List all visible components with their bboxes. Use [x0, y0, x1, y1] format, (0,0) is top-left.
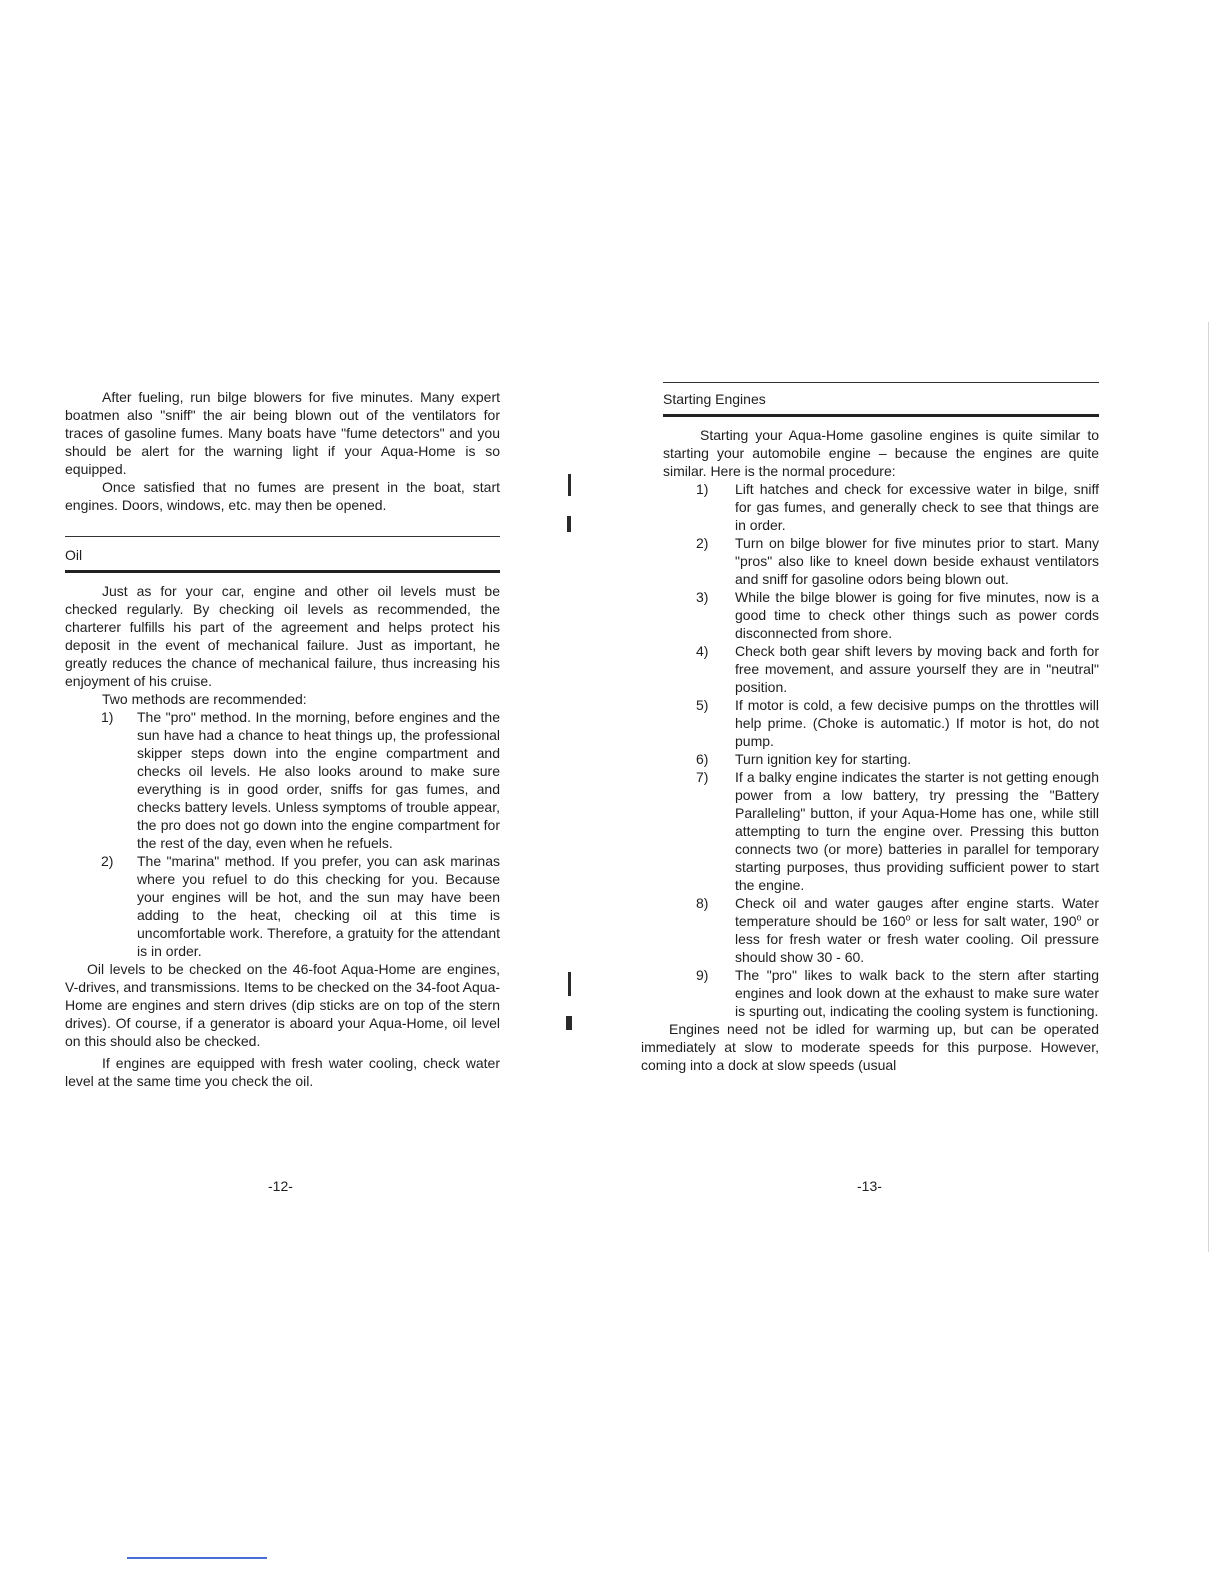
item-number: 2)	[696, 535, 709, 551]
item-number: 7)	[696, 769, 709, 785]
page-number-left: -12-	[268, 1178, 293, 1194]
item-number: 8)	[696, 895, 709, 911]
fueling-paragraph: After fueling, run bilge blowers for five minutes. Many expert boatmen also "sniff" the air being blown out of the ventilators for traces of gasoline fumes. Many boats have "fume detectors" and you should be alert for the warning light if your Aqua-Home is so equipped.	[65, 389, 500, 477]
list-item	[663, 750, 1099, 768]
item-text: Turn on bilge blower for five minutes prior to start. Many "pros" also like to kneel down beside exhaust ventilators and sniff for gasoline odors being blown out.	[735, 535, 1099, 587]
section-rule-bottom	[663, 414, 1099, 417]
list-item	[663, 480, 1099, 534]
item-text: The "marina" method. If you prefer, you can ask marinas where you refuel to do this checking for you. Because your engines will be hot, and the sun may have been adding to the heat, checking oil at this time is uncomfortable work. Therefore, a gratuity for the attendant is in order.	[137, 853, 500, 959]
blue-underline	[127, 1557, 267, 1559]
binding-mark	[568, 972, 571, 996]
item-number: 5)	[696, 697, 709, 713]
item-text: Lift hatches and check for excessive water in bilge, sniff for gas fumes, and generally check to see that things are in order.	[735, 481, 1099, 533]
right-page	[641, 388, 1099, 1074]
item-text	[735, 895, 1099, 965]
item-number: 9)	[696, 967, 709, 983]
item-text: If motor is cold, a few decisive pumps on the throttles will help prime. (Choke is automatic.) If motor is hot, do not pump.	[735, 697, 1099, 749]
list-item	[663, 588, 1099, 642]
item-number: 1)	[696, 481, 709, 497]
item-number: 6)	[696, 751, 709, 767]
item-text: Turn ignition key for starting.	[735, 751, 912, 767]
starting-steps-list	[663, 480, 1099, 1020]
page-number-right: -13-	[857, 1178, 882, 1194]
left-page	[65, 388, 500, 1090]
list-item	[65, 708, 500, 852]
starting-intro-paragraph: Starting your Aqua-Home gasoline engines is quite similar to starting your automobile engine – because the engines are quite similar. Here is the normal procedure:	[663, 427, 1099, 479]
list-item	[65, 852, 500, 960]
fresh-water-paragraph: If engines are equipped with fresh water cooling, check water level at the same time you check the oil.	[65, 1055, 500, 1089]
degree-mark: o	[905, 912, 911, 923]
methods-intro: Two methods are recommended:	[102, 691, 307, 707]
warm-up-paragraph: Engines need not be idled for warming up, but can be operated immediately at slow to moderate speeds for this purpose. However, coming into a dock at slow speeds (usual	[641, 1021, 1099, 1073]
step8-text-c: or less for fresh water or fresh water cooling. Oil pressure should show 30 - 60.	[735, 913, 1099, 965]
item-number: 1)	[101, 709, 114, 725]
oil-heading: Oil	[65, 547, 83, 563]
item-text: Check both gear shift levers by moving back and forth for free movement, and assure yourself they are in "neutral" position.	[735, 643, 1099, 695]
list-item	[663, 642, 1099, 696]
starting-engines-heading: Starting Engines	[663, 391, 766, 407]
item-text: The "pro" likes to walk back to the stern after starting engines and look down at the exhaust to make sure water is spurting out, indicating the cooling system is functioning.	[735, 967, 1099, 1019]
binding-mark	[566, 1016, 572, 1030]
binding-mark	[568, 474, 571, 496]
section-rule-top	[663, 382, 1099, 383]
oil-paragraph: Just as for your car, engine and other oil levels must be checked regularly. By checking oil levels as recommended, the charterer fulfills his part of the agreement and helps protect his deposit in the event of mechanical failure. Just as important, he greatly reduces the chance of mechanical failure, thus increasing his enjoyment of his cruise.	[65, 583, 500, 689]
list-item	[663, 894, 1099, 966]
section-rule-top	[65, 536, 500, 537]
degree-mark: o	[1076, 912, 1082, 923]
item-text: While the bilge blower is going for five minutes, now is a good time to check other things such as power cords disconnected from shore.	[735, 589, 1099, 641]
binding-mark	[567, 516, 571, 532]
item-number: 3)	[696, 589, 709, 605]
list-item	[663, 696, 1099, 750]
item-number: 2)	[101, 853, 114, 869]
step8-text-a: Check oil and water gauges after engine starts. Water temperature should be 160	[735, 895, 1099, 929]
item-number: 4)	[696, 643, 709, 659]
section-rule-bottom	[65, 570, 500, 573]
page-edge-line	[1208, 322, 1209, 1252]
start-engines-paragraph: Once satisfied that no fumes are present in the boat, start engines. Doors, windows, etc. may then be opened.	[65, 479, 500, 513]
item-text: The "pro" method. In the morning, before engines and the sun have had a chance to heat things up, the professional skipper steps down into the engine compartment and checks oil levels. He also looks around to make sure everything is in good order, sniffs for gas fumes, and checks battery levels. Unless symptoms of trouble appear, the pro does not go down into the engine compartment for the rest of the day, even when he refuels.	[137, 709, 500, 851]
list-item	[663, 768, 1099, 894]
list-item	[663, 534, 1099, 588]
oil-levels-paragraph: Oil levels to be checked on the 46-foot Aqua-Home are engines, V-drives, and transmissions. Items to be checked on the 34-foot Aqua-Home are engines and stern drives (dip sticks are on top of the stern drives). Of course, if a generator is aboard your Aqua-Home, oil level on this should also be checked.	[65, 961, 501, 1049]
oil-methods-list	[65, 708, 500, 960]
list-item	[663, 966, 1099, 1020]
step8-text-b: or less for salt water, 190	[910, 913, 1077, 929]
item-text: If a balky engine indicates the starter is not getting enough power from a low battery, try pressing the "Battery Paralleling" button, if your Aqua-Home has one, while still attempting to turn the engine over. Pressing this button connects two (or more) batteries in parallel for temporary starting purposes, thus providing sufficient power to start the engine.	[735, 769, 1099, 893]
